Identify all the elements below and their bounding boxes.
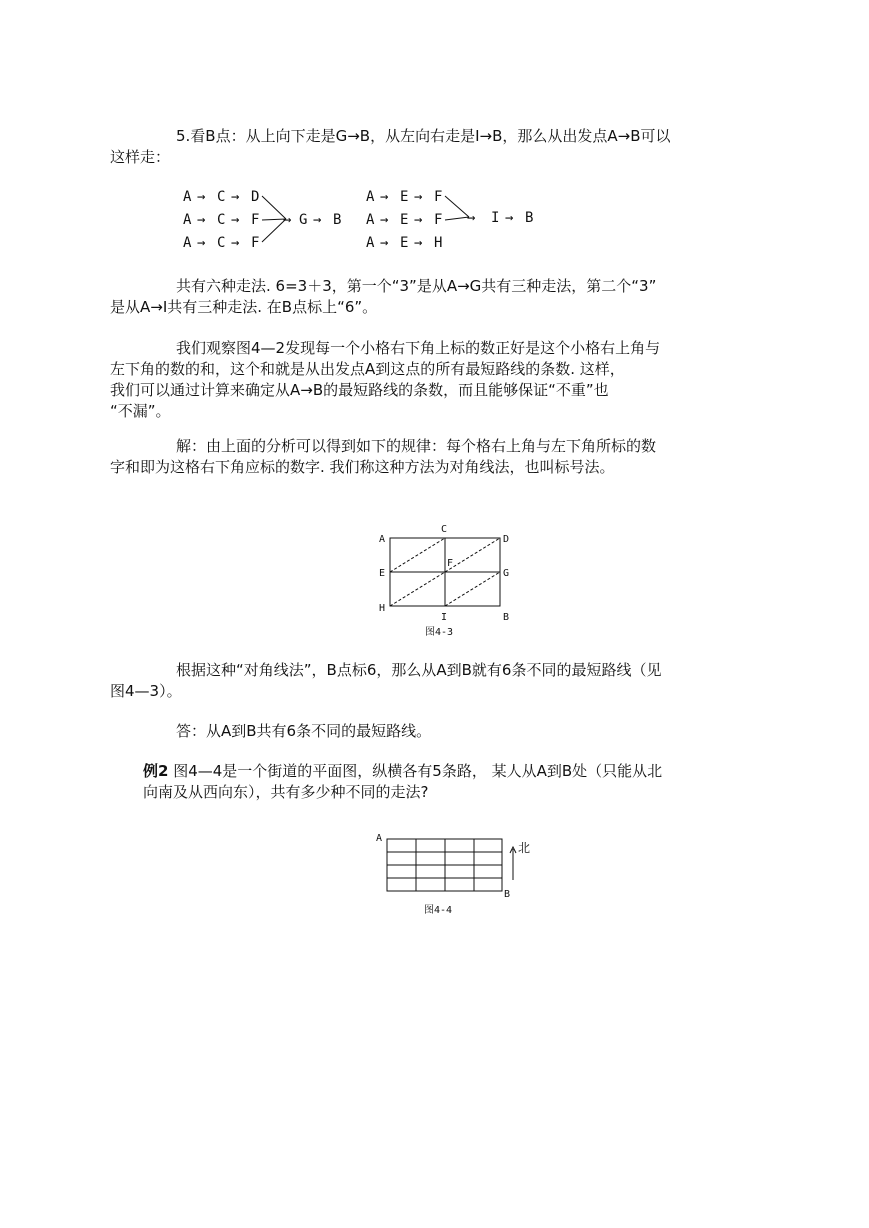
label-i: I [441, 612, 448, 623]
example-label: 例2 [143, 762, 169, 780]
path-node: H [434, 235, 443, 251]
svg-text:→: → [380, 189, 389, 205]
svg-text:→: → [414, 235, 423, 251]
arrow-glyph: → [231, 212, 240, 228]
p1-line2: 这样走： [110, 148, 171, 166]
path-node: A [183, 235, 192, 251]
path-node: A [366, 189, 375, 205]
path-node: F [434, 189, 443, 205]
path-node: G [299, 212, 308, 228]
p1-line1: 5.看B点：从上向下走是G→B，从左向右走是I→B，那么从出发点A→B可以 [176, 127, 671, 145]
p6-line1: 答：从A到B共有6条不同的最短路线。 [176, 722, 432, 740]
svg-text:→: → [414, 189, 423, 205]
path-node: B [333, 212, 342, 228]
paragraph-5 [110, 660, 763, 702]
figure-4-3 [0, 520, 869, 650]
svg-text:→: → [505, 210, 514, 226]
path-node: C [217, 212, 226, 228]
arrow-glyph: → [283, 212, 292, 228]
right-path-group [366, 189, 533, 251]
arrow-glyph: → [231, 189, 240, 205]
p3-line4: “不漏”。 [110, 402, 171, 420]
p3-line2: 左下角的数的和，这个和就是从出发点A到这点的所有最短路线的条数. 这样， [110, 360, 625, 378]
path-node: A [183, 189, 192, 205]
label-h: H [379, 603, 386, 614]
svg-text:→: → [380, 212, 389, 228]
figure-4-4 [0, 825, 869, 925]
example-2 [143, 761, 763, 803]
arrow-glyph: → [197, 189, 206, 205]
figure-caption: 图4-3 [425, 627, 454, 638]
paragraph-6 [143, 721, 763, 742]
arrow-glyph: → [197, 235, 206, 251]
path-node: E [400, 212, 409, 228]
p5-line1: 根据这种“对角线法”，B点标6，那么从A到B就有6条不同的最短路线（见 [176, 661, 662, 679]
paragraph-3 [110, 338, 763, 422]
label-d: D [503, 534, 510, 545]
path-node: I [491, 210, 500, 226]
path-node: F [434, 212, 443, 228]
path-node: F [251, 235, 260, 251]
p4-line2: 字和即为这格右下角应标的数字. 我们称这种方法为对角线法，也叫标号法。 [110, 458, 615, 476]
label-f: F [447, 558, 454, 569]
label-b: B [503, 612, 510, 623]
p2-line2: 是从A→I共有三种走法. 在B点标上“6”。 [110, 298, 378, 316]
path-node: E [400, 235, 409, 251]
north-label: 北 [518, 841, 531, 855]
ex2-line1: 图4—4是一个街道的平面图，纵横各有5条路， 某人从A到B处（只能从北 [168, 762, 663, 780]
p2-line1: 共有六种走法. 6=3＋3，第一个“3”是从A→G共有三种走法，第二个“3” [176, 277, 657, 295]
path-node: D [251, 189, 260, 205]
svg-text:→: → [467, 210, 476, 226]
path-node: A [366, 235, 375, 251]
path-node: C [217, 235, 226, 251]
p5-line2: 图4—3）。 [110, 682, 182, 700]
label-e: E [379, 568, 386, 579]
p3-line1: 我们观察图4—2发现每一个小格右下角上标的数正好是这个小格右上角与 [176, 339, 661, 357]
path-node: B [525, 210, 534, 226]
ex2-line2: 向南及从西向东），共有多少种不同的走法? [143, 783, 429, 801]
path-node: E [400, 189, 409, 205]
path-diagram [0, 182, 869, 262]
path-node: A [183, 212, 192, 228]
p4-line1: 解：由上面的分析可以得到如下的规律：每个格右上角与左下角所标的数 [176, 437, 657, 455]
figure-caption: 图4-4 [424, 905, 453, 916]
path-node: F [251, 212, 260, 228]
left-path-group [183, 189, 341, 251]
label-g: G [503, 568, 510, 579]
path-node: C [217, 189, 226, 205]
path-node: A [366, 212, 375, 228]
arrow-glyph: → [197, 212, 206, 228]
svg-text:→: → [414, 212, 423, 228]
svg-text:→: → [380, 235, 389, 251]
label-a: A [376, 833, 383, 844]
p3-line3: 我们可以通过计算来确定从A→B的最短路线的条数，而且能够保证“不重”也 [110, 381, 609, 399]
label-b: B [504, 889, 511, 900]
paragraph-2 [110, 276, 763, 318]
paragraph-4 [110, 436, 763, 478]
arrow-glyph: → [231, 235, 240, 251]
arrow-glyph: → [313, 212, 322, 228]
label-a: A [379, 534, 386, 545]
label-c: C [441, 524, 448, 535]
paragraph-1 [110, 126, 763, 168]
